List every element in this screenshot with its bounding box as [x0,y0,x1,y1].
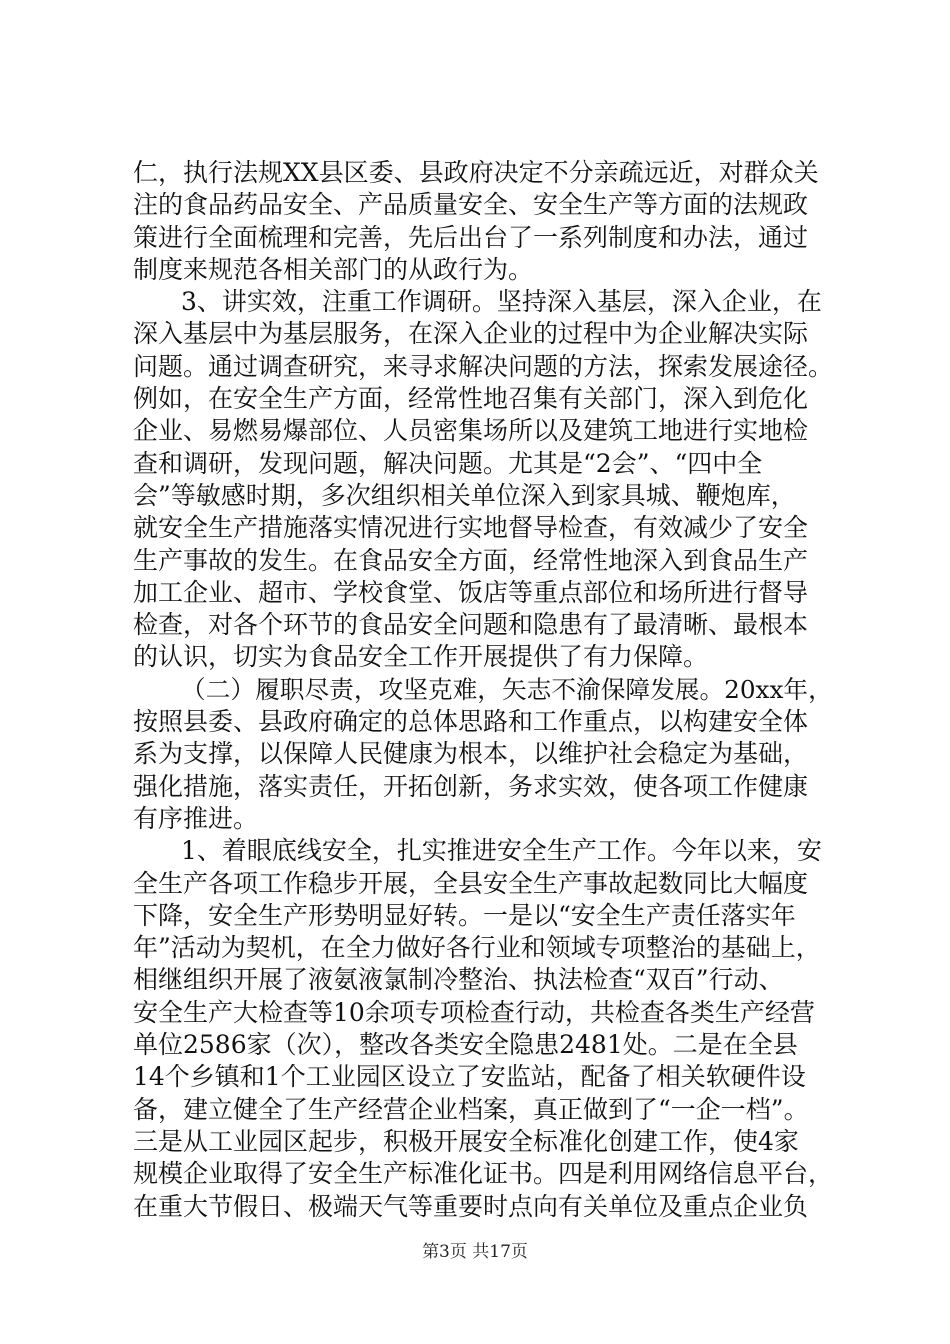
text-line: 就安全生产措施落实情况进行实地督导检查，有效减少了安全 [133,513,809,543]
text-line: 14个乡镇和1个工业园区设立了安监站，配备了相关软硬件设 [133,1062,806,1092]
text-line: 的认识，切实为食品安全工作开展提供了有力保障。 [133,642,709,672]
text-line: 系为支撑，以保障人民健康为根本，以维护社会稳定为基础， [133,739,809,769]
text-line: 按照县委、县政府确定的总体思路和工作重点，以构建安全体 [133,707,809,737]
text-line: 下降，安全生产形势明显好转。一是以“安全生产责任落实年 [133,900,796,930]
text-line: 加工企业、超市、学校食堂、饭店等重点部位和场所进行督导 [133,577,809,607]
text-line: 备，建立健全了生产经营企业档案，真正做到了“一企一档”。 [133,1094,809,1124]
text-line: 规模企业取得了安全生产标准化证书。四是利用网络信息平台， [133,1159,834,1189]
text-line: 策进行全面梳理和完善，先后出台了一系列制度和办法，通过 [133,222,809,252]
text-line: 三是从工业园区起步，积极开展安全标准化创建工作，使4家 [133,1126,799,1156]
text-line: 仁，执行法规XX县区委、县政府决定不分亲疏远近，对群众关 [133,158,819,187]
text-line: 单位2586家（次），整改各类安全隐患2481处。二是在全县 [133,1030,798,1060]
text-line: 制度来规范各相关部门的从政行为。 [133,254,534,284]
text-line: 问题。通过调查研究，来寻求解决问题的方法，探索发展途径。 [133,351,834,381]
text-line: 深入基层中为基层服务，在深入企业的过程中为企业解决实际 [133,319,809,349]
text-line: 注的食品药品安全、产品质量安全、安全生产等方面的法规政 [133,190,809,220]
text-line: 检查，对各个环节的食品安全问题和隐患有了最清晰、最根本 [133,610,809,640]
text-line: 会”等敏感时期，多次组织相关单位深入到家具城、鞭炮库， [133,480,796,510]
text-line: 1、着眼底线安全，扎实推进安全生产工作。今年以来，安 [181,836,822,866]
text-line: 3、讲实效，注重工作调研。坚持深入基层，深入企业，在 [181,287,822,317]
text-line: 相继组织开展了液氨液氯制冷整治、执法检查“双百”行动、 [133,965,784,995]
text-line: 有序推进。 [133,803,259,833]
text-line: 安全生产大检查等10余项专项检查行动，共检查各类生产经营 [133,997,815,1027]
document-body [133,157,833,1223]
text-line: 在重大节假日、极端天气等重要时点向有关单位及重点企业负 [133,1191,809,1221]
text-line: 企业、易燃易爆部位、人员密集场所以及建筑工地进行实地检 [133,416,809,446]
text-line: 生产事故的发生。在食品安全方面，经常性地深入到食品生产 [133,545,809,575]
text-line: （二）履职尽责，攻坚克难，矢志不渝保障发展。20xx年， [181,674,833,704]
text-line: 年”活动为契机，在全力做好各行业和领域专项整治的基础上， [133,933,821,963]
text-line: 例如，在安全生产方面，经常性地召集有关部门，深入到危化 [133,384,809,414]
text-line: 强化措施，落实责任，开拓创新，务求实效，使各项工作健康 [133,771,809,801]
text-line: 查和调研，发现问题，解决问题。尤其是“2会”、“四中全 [133,448,763,478]
page-footer: 第3页 共17页 [422,1242,528,1262]
text-line: 全生产各项工作稳步开展，全县安全生产事故起数同比大幅度 [133,868,809,898]
